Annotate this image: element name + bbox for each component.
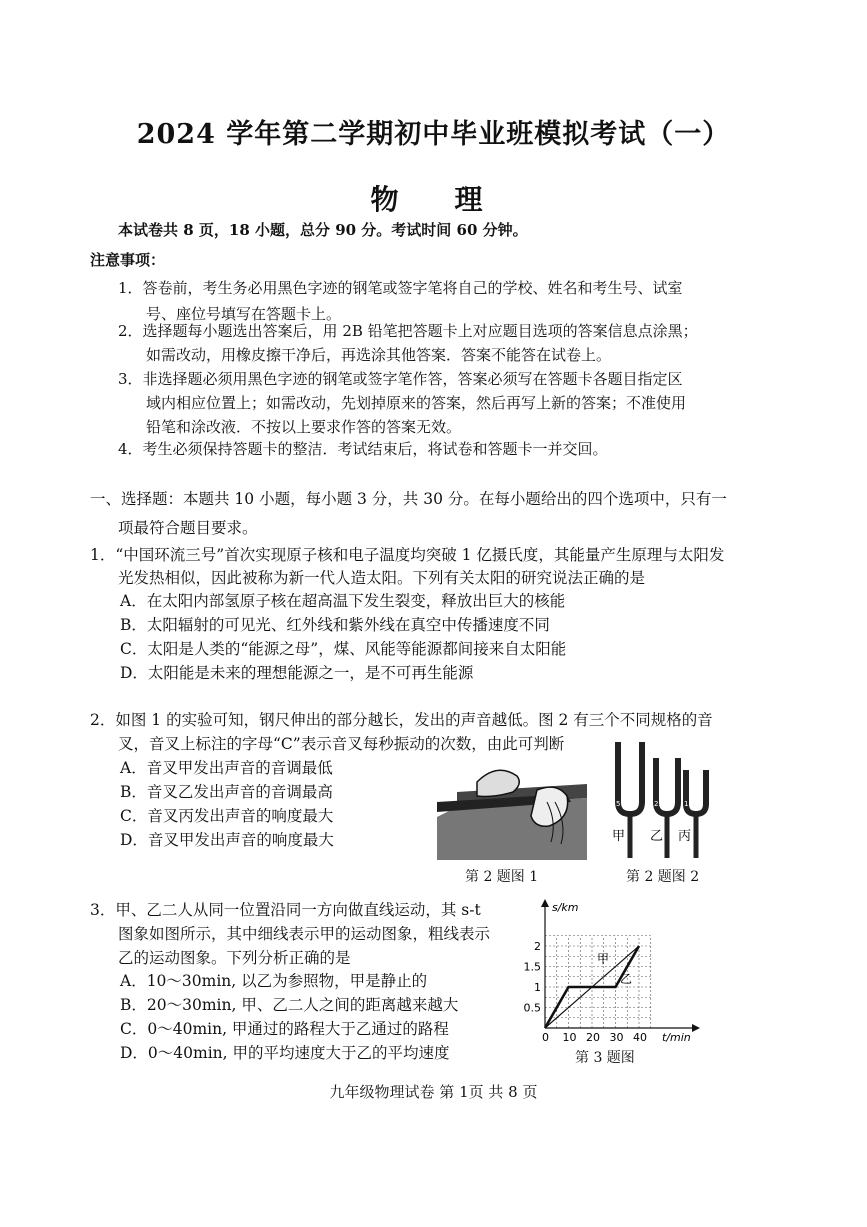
fork-mark: 256 bbox=[654, 800, 668, 808]
series-label-yi: 乙 bbox=[620, 972, 633, 986]
fork-mark: 128 bbox=[684, 800, 698, 808]
notice-line: 域内相应位置上；如需改动，先划掉原来的答案，然后再写上新的答案；不准使用 bbox=[146, 394, 687, 412]
tuning-fork-icon bbox=[686, 770, 706, 858]
notice-line: 号、座位号填写在答题卡上。 bbox=[146, 305, 342, 323]
q3-stem: 3．甲、乙二人从同一位置沿同一方向做直线运动，其 s-t bbox=[90, 901, 481, 919]
y-tick-label: 1 bbox=[534, 981, 541, 994]
q3-option-a: A．10～30min, 以乙为参照物，甲是静止的 bbox=[120, 972, 428, 990]
notice-line: 1．答卷前，考生务必用黑色字迹的钢笔或签字笔将自己的学校、姓名和考生号、试室 bbox=[118, 279, 683, 297]
q2-option-c: C．音叉丙发出声音的响度最大 bbox=[120, 807, 334, 825]
notice-line: 2．选择题每小题选出答案后，用 2B 铅笔把答题卡上对应题目选项的答案信息点涂黑； bbox=[118, 322, 698, 340]
hand-icon bbox=[477, 770, 519, 796]
x-axis-arrow bbox=[692, 1024, 700, 1032]
section-heading-cont: 项最符合题目要求。 bbox=[118, 519, 258, 537]
x-tick-label: 0 bbox=[542, 1031, 549, 1044]
notice-line: 4．考生必须保持答题卡的整洁．考试结束后，将试卷和答题卡一并交回。 bbox=[118, 440, 608, 458]
series-label-jia: 甲 bbox=[597, 952, 610, 966]
exam-title: 2024 学年第二学期初中毕业班模拟考试（一） bbox=[136, 119, 731, 150]
tuning-forks-figure bbox=[610, 740, 720, 860]
exam-intro: 本试卷共 8 页，18 小题，总分 90 分。考试时间 60 分钟。 bbox=[118, 221, 528, 239]
notice-line: 3．非选择题必须用黑色字迹的钢笔或签字笔作答，答案必须写在答题卡各题目指定区 bbox=[118, 370, 683, 388]
subject-title: 物 理 bbox=[370, 183, 497, 216]
x-tick-label: 20 bbox=[586, 1031, 600, 1044]
x-tick-label: 40 bbox=[633, 1031, 647, 1044]
q1-stem: 光发热相似，因此被称为新一代人造太阳。下列有关太阳的研究说法正确的是 bbox=[118, 569, 646, 587]
q3-caption: 第 3 题图 bbox=[575, 1050, 635, 1066]
q1-option-b: B．太阳辐射的可见光、红外线和紫外线在真空中传播速度不同 bbox=[120, 616, 550, 634]
x-tick-label: 30 bbox=[609, 1031, 624, 1044]
st-chart bbox=[520, 895, 700, 1050]
q3-stem: 乙的运动图象。下列分析正确的是 bbox=[118, 949, 351, 967]
fork-label: 丙 bbox=[678, 829, 692, 844]
y-axis-label: s/km bbox=[552, 901, 579, 914]
y-axis-arrow bbox=[541, 899, 549, 907]
fork-label: 乙 bbox=[650, 829, 664, 844]
q3-stem: 图象如图所示，其中细线表示甲的运动图象，粗线表示 bbox=[118, 925, 491, 943]
notice-heading: 注意事项： bbox=[90, 251, 166, 269]
notice-line: 如需改动，用橡皮擦干净后，再选涂其他答案．答案不能答在试卷上。 bbox=[146, 346, 612, 364]
page-footer: 九年级物理试卷 第 1页 共 8 页 bbox=[329, 1083, 538, 1101]
q2-option-b: B．音叉乙发出声音的音调最高 bbox=[120, 783, 333, 801]
x-tick-label: 10 bbox=[562, 1031, 577, 1044]
q3-option-b: B．20～30min, 甲、乙二人之间的距离越来越大 bbox=[120, 996, 459, 1014]
fork-mark: 512 bbox=[616, 800, 630, 808]
y-tick-label: 1.5 bbox=[523, 960, 541, 974]
notice-line: 铅笔和涂改液．不按以上要求作答的答案无效。 bbox=[146, 418, 462, 436]
ruler-figure bbox=[437, 762, 589, 862]
q1-option-c: C．太阳是人类的“能源之母”，煤、风能等能源都间接来自太阳能 bbox=[120, 640, 567, 658]
q2-option-d: D．音叉甲发出声音的响度最大 bbox=[120, 831, 334, 849]
q1-option-d: D．太阳能是未来的理想能源之一，是不可再生能源 bbox=[120, 664, 474, 682]
q2-option-a: A．音叉甲发出声音的音调最低 bbox=[120, 759, 333, 777]
q2-stem: 叉，音叉上标注的字母“C”表示音叉每秒振动的次数，由此可判断 bbox=[118, 735, 565, 753]
y-tick-label: 0.5 bbox=[523, 1001, 541, 1015]
q1-option-a: A．在太阳内部氢原子核在超高温下发生裂变，释放出巨大的核能 bbox=[120, 592, 566, 610]
q3-option-d: D．0～40min, 甲的平均速度大于乙的平均速度 bbox=[120, 1044, 450, 1062]
x-axis-label: t/min bbox=[662, 1031, 691, 1044]
fork-label: 甲 bbox=[612, 829, 626, 844]
y-tick-label: 2 bbox=[534, 940, 541, 953]
q2-stem: 2．如图 1 的实验可知，钢尺伸出的部分越长，发出的声音越低。图 2 有三个不同规格的音 bbox=[90, 711, 713, 729]
fig1-caption: 第 2 题图 1 bbox=[465, 869, 539, 885]
q1-stem: 1．“中国环流三号”首次实现原子核和电子温度均突破 1 亿摄氏度，其能量产生原理与太阳发 bbox=[90, 546, 725, 564]
section-heading: 一、选择题：本题共 10 小题，每小题 3 分，共 30 分。在每小题给出的四个选项中，只有一 bbox=[90, 490, 727, 508]
q3-option-c: C．0～40min, 甲通过的路程大于乙通过的路程 bbox=[120, 1020, 449, 1038]
fig2-caption: 第 2 题图 2 bbox=[626, 869, 700, 885]
